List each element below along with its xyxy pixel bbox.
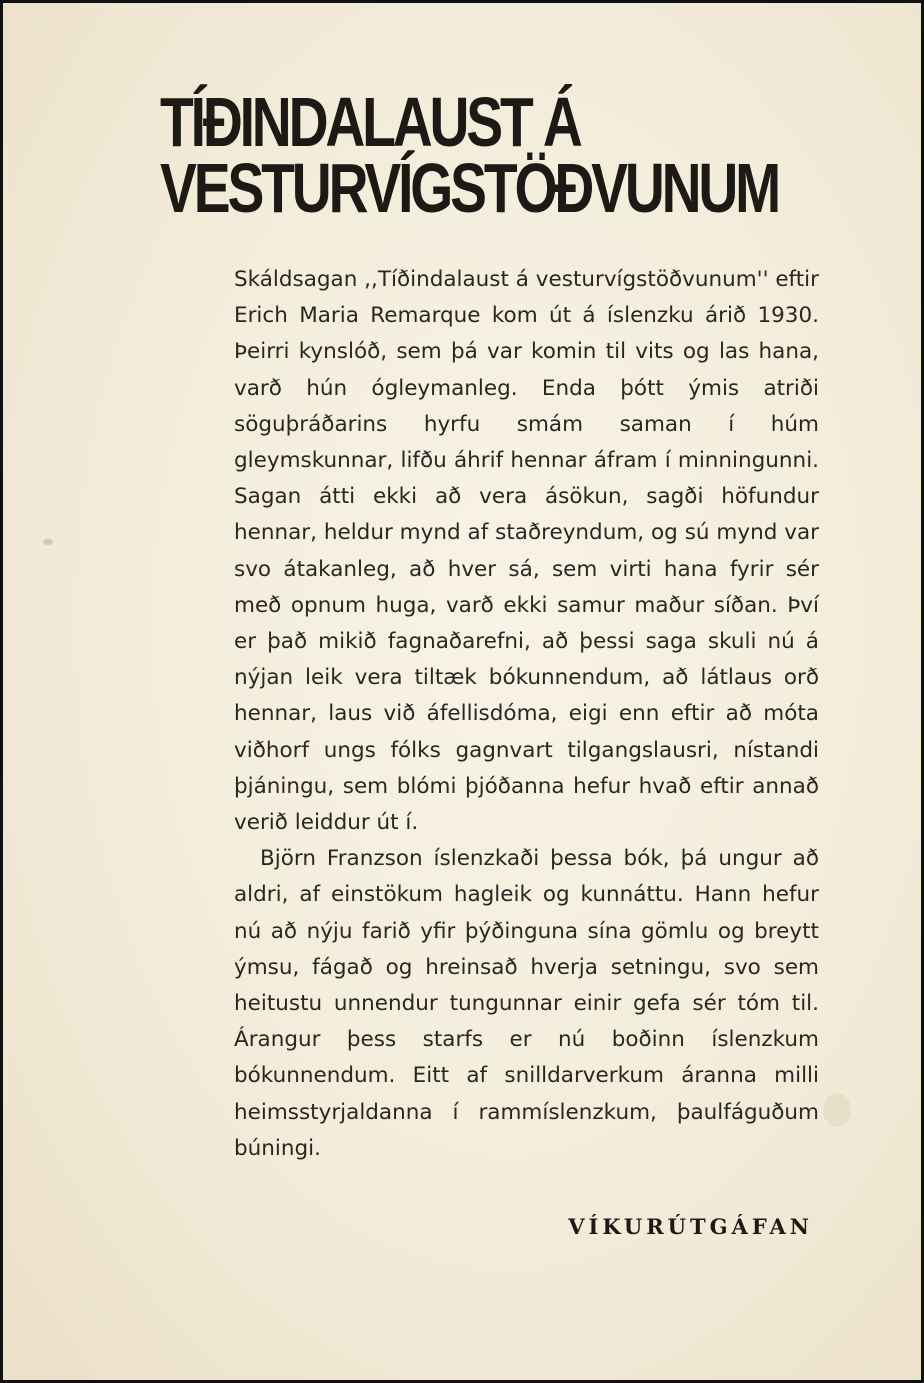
blurb-paragraph-1: Skáldsagan ,,Tíðindalaust á vesturvígstöðvunum'' eftir Erich Maria Remarque kom út á íslenzku árið 1930. Þeirri kynslóð, sem þá var komin til vits og las hana, varð hún ógleymanleg. Enda þótt ýmis atriði söguþráðarins hyrfu smám saman í húm gleymskunnar, lifðu áhrif hennar áfram í minningunni. Sagan átti ekki að vera ásökun, sagði höfundur hennar, heldur mynd af staðreyndum, og sú mynd var svo átakanleg, að hver sá, sem virti hana fyrir sér með opnum huga, varð ekki samur maður síðan. Því er það mikið fagnaðarefni, að þessi saga skuli nú á nýjan leik vera tiltæk bókunnendum, að látlaus orð hennar, laus við áfellisdóma, eigi enn eftir að móta viðhorf ungs fólks gagnvart tilgangslausri, nístandi þjáningu, sem blómi þjóðanna hefur hvað eftir annað verið leiddur út í. [234,267,819,836]
book-title [160,83,779,227]
blurb-paragraph-2: Björn Franzson íslenzkaði þessa bók, þá ungur að aldri, af einstökum hagleik og kunnáttu. Hann hefur nú að nýju farið yfir þýðinguna sína gömlu og breytt ýmsu, fágað og hreinsað hverja setningu, svo sem heitustu unnendur tungunnar einir gefa sér tóm til. Árangur þess starfs er nú boðinn íslenzkum bókunnendum. Eitt af snilldarverkum áranna milli heimsstyrjaldanna í rammíslenzkum, þaulfáguðum búningi. [234,846,819,1161]
title-line-2: VESTURVÍGSTÖÐVUNUM [160,149,779,227]
paper-stain [823,1093,851,1127]
blurb-text [234,262,819,1167]
paper-stain [43,539,53,545]
title-line-1: TÍÐINDALAUST Á [160,83,580,161]
publisher-name: VÍKURÚTGÁFAN [568,1214,813,1239]
